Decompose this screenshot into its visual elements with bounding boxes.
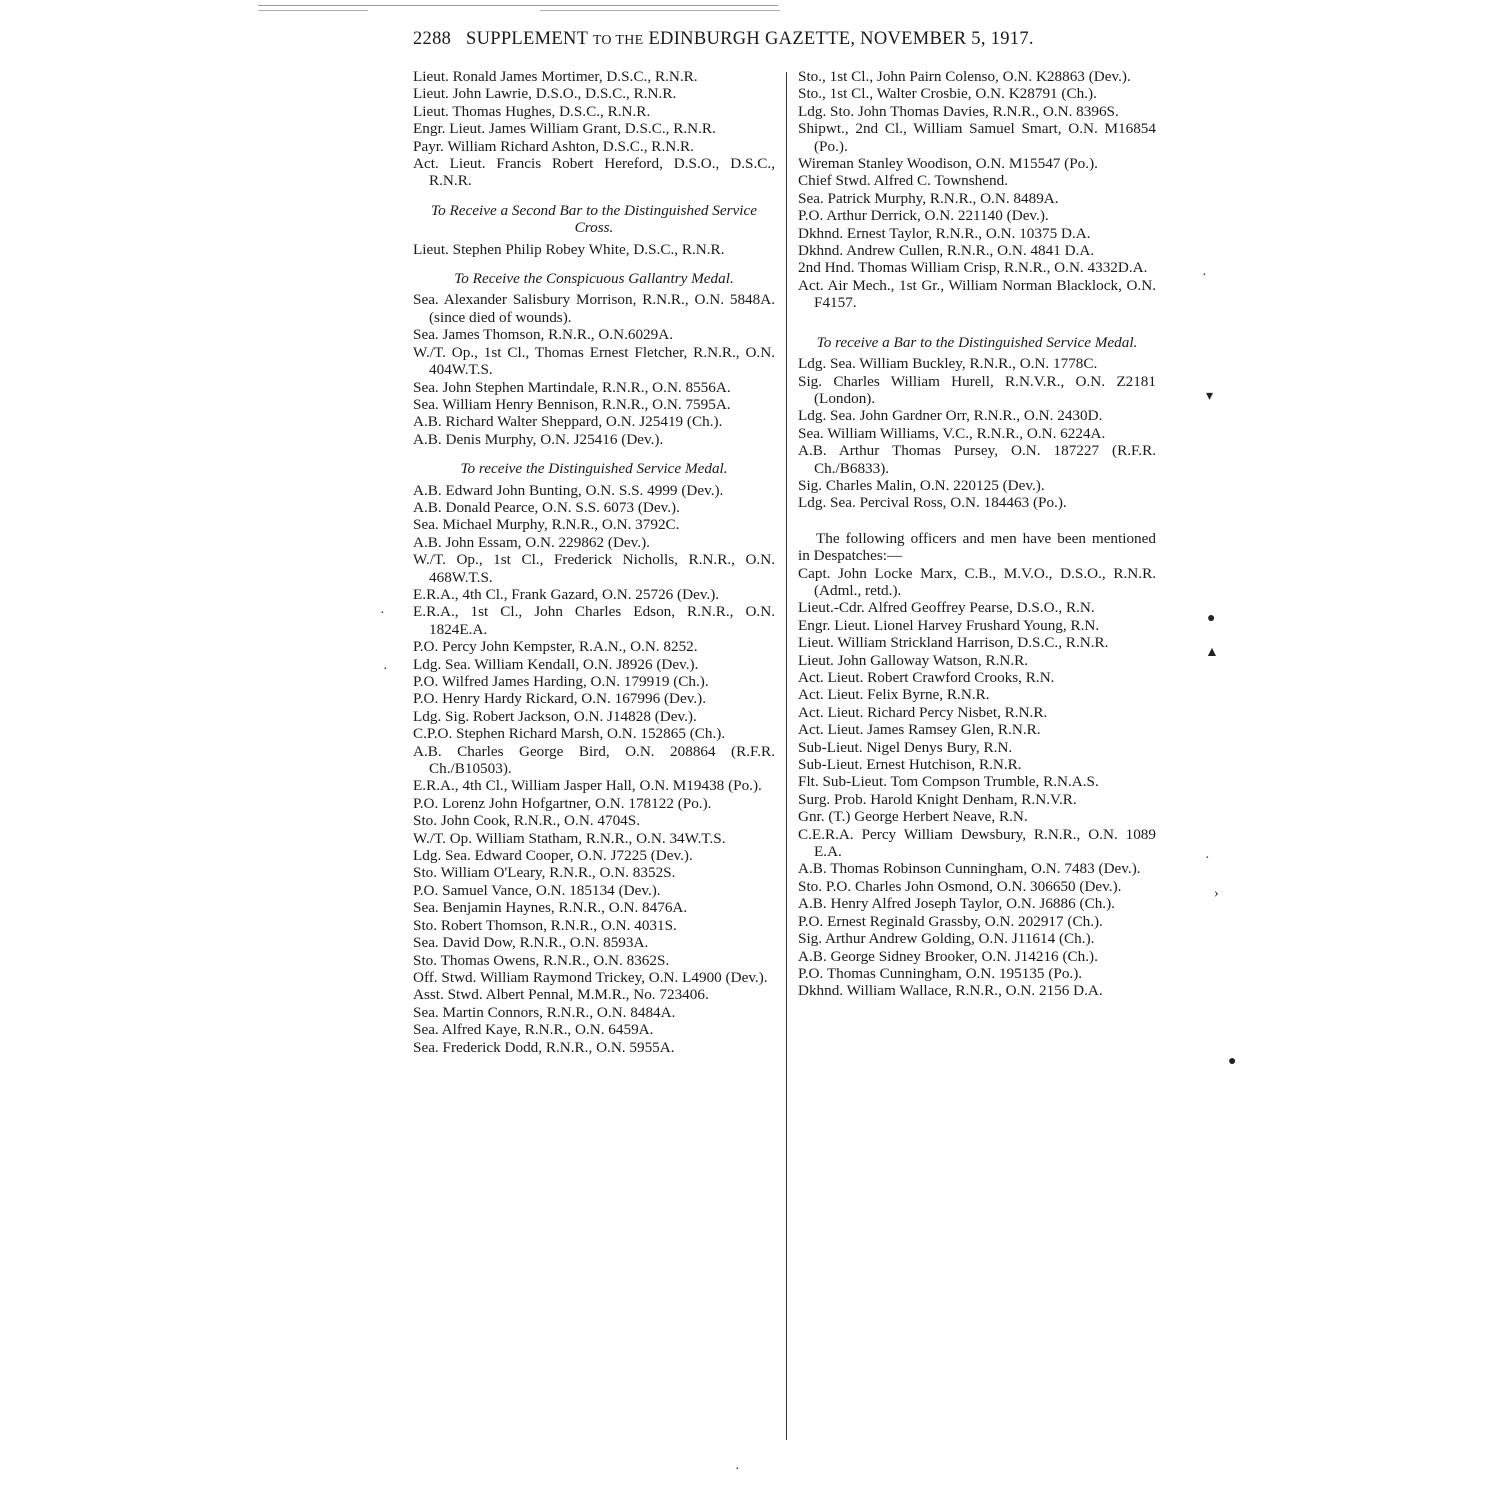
header-title-to-the: TO THE — [592, 33, 644, 48]
list-item: Sea. William Henry Bennison, R.N.R., O.N. 7595A. — [413, 395, 731, 413]
list-item: Act. Air Mech., 1st Gr., William Norman Blacklock, O.N. F4157. — [798, 276, 1156, 312]
list-item: Engr. Lieut. Lionel Harvey Frushard Young, R.N. — [798, 616, 1100, 634]
header-title-post: EDINBURGH GAZETTE, NOVEMBER 5, 1917. — [648, 29, 1034, 49]
list-item: Ldg. Sea. Edward Cooper, O.N. J7225 (Dev.). — [413, 847, 693, 865]
list-item: P.O. Lorenz John Hofgartner, O.N. 178122 (Po.). — [413, 794, 712, 812]
list-item: Act. Lieut. Robert Crawford Crooks, R.N. — [798, 669, 1055, 686]
list-item: Sea. Martin Connors, R.N.R., O.N. 8484A. — [413, 1003, 676, 1021]
list-item: Act. Lieut. James Ramsey Glen, R.N.R. — [798, 721, 1041, 739]
top-rule-short — [258, 10, 368, 11]
list-item: Sub-Lieut. Nigel Denys Bury, R.N. — [798, 738, 1013, 756]
list-item: Sea. Alfred Kaye, R.N.R., O.N. 6459A. — [413, 1021, 654, 1039]
list-item: Dkhnd. William Wallace, R.N.R., O.N. 2156 D.A. — [798, 982, 1103, 1000]
margin-speck: ▾ — [1206, 389, 1214, 404]
list-item: P.O. Ernest Reginald Grassby, O.N. 202917 (Ch.). — [798, 912, 1103, 930]
list-item: Sea. William Williams, V.C., R.N.R., O.N. 6224A. — [798, 424, 1106, 442]
second-bar-list — [413, 241, 775, 258]
margin-speck: · — [380, 606, 385, 621]
list-item: Sto., 1st Cl., Walter Crosbie, O.N. K28791 (Ch.). — [798, 85, 1097, 103]
list-item: Sea. Benjamin Haynes, R.N.R., O.N. 8476A. — [413, 899, 688, 917]
list-item: P.O. Henry Hardy Rickard, O.N. 167996 (Dev.). — [413, 690, 707, 708]
list-item: W./T. Op., 1st Cl., Thomas Ernest Fletcher, R.N.R., O.N. 404W.T.S. — [413, 343, 775, 379]
margin-speck: › — [1214, 886, 1219, 901]
list-item: Gnr. (T.) George Herbert Neave, R.N. — [798, 808, 1028, 826]
list-item: Ldg. Sea. John Gardner Orr, R.N.R., O.N. 2430D. — [798, 407, 1103, 425]
bar-dsm-list — [798, 355, 1156, 512]
list-item: Ldg. Sto. John Thomas Davies, R.N.R., O.N. 8396S. — [798, 102, 1119, 120]
list-item: Ldg. Sea. William Kendall, O.N. J8926 (Dev.). — [413, 655, 699, 673]
list-item: Lieut. John Lawrie, D.S.O., D.S.C., R.N.R. — [413, 85, 677, 103]
list-item: Sto. Thomas Owens, R.N.R., O.N. 8362S. — [413, 951, 670, 969]
list-item: Flt. Sub-Lieut. Tom Compson Trumble, R.N.A.S. — [798, 773, 1099, 791]
list-item: Sea. Michael Murphy, R.N.R., O.N. 3792C. — [413, 516, 680, 534]
list-item: Sea. James Thomson, R.N.R., O.N.6029A. — [413, 326, 674, 344]
despatches-list — [798, 565, 1156, 1000]
list-item: Lieut. William Strickland Harrison, D.S.C., R.N.R. — [798, 634, 1109, 652]
list-item: Lieut. John Galloway Watson, R.N.R. — [798, 651, 1029, 669]
top-rule — [258, 5, 778, 6]
list-item: Act. Lieut. Felix Byrne, R.N.R. — [798, 686, 990, 704]
header-title-pre: SUPPLEMENT — [465, 29, 588, 49]
list-item: Sto. John Cook, R.N.R., O.N. 4704S. — [413, 812, 641, 830]
list-item: P.O. Samuel Vance, O.N. 185134 (Dev.). — [413, 881, 661, 899]
dsc-list — [413, 68, 775, 190]
list-item: Sig. Charles William Hurell, R.N.V.R., O.N. Z2181 (London). — [798, 372, 1156, 407]
list-item: Dkhnd. Ernest Taylor, R.N.R., O.N. 10375 D.A. — [798, 224, 1091, 242]
dsm-heading: To receive the Distinguished Service Medal. — [460, 460, 728, 478]
list-item: Wireman Stanley Woodison, O.N. M15547 (Po.). — [798, 155, 1098, 173]
list-item: Sea. John Stephen Martindale, R.N.R., O.N. 8556A. — [413, 378, 731, 396]
margin-speck: · — [1205, 851, 1210, 866]
top-rule-short — [540, 10, 780, 11]
list-item: P.O. Thomas Cunningham, O.N. 195135 (Po.). — [798, 964, 1083, 982]
list-item: A.B. Denis Murphy, O.N. J25416 (Dev.). — [413, 430, 664, 448]
cgm-list — [413, 291, 775, 448]
list-item: A.B. George Sidney Brooker, O.N. J14216 (Ch.). — [798, 947, 1098, 965]
list-item: Asst. Stwd. Albert Pennal, M.M.R., No. 723406. — [413, 986, 709, 1004]
list-item: Lieut. Thomas Hughes, D.S.C., R.N.R. — [413, 102, 651, 120]
margin-speck: · — [383, 662, 388, 677]
margin-speck: · — [1202, 268, 1207, 283]
cgm-heading: To Receive the Conspicuous Gallantry Medal. — [454, 270, 734, 288]
list-item: Off. Stwd. William Raymond Trickey, O.N. L4900 (Dev.). — [413, 968, 768, 986]
second-bar-heading: To Receive a Second Bar to the Distinguished Service Cross. — [431, 201, 757, 237]
list-item: Sea. Alexander Salisbury Morrison, R.N.R., O.N. 5848A. (since died of wounds). — [413, 291, 775, 326]
list-item: A.B. John Essam, O.N. 229862 (Dev.). — [413, 533, 650, 551]
list-item: P.O. Wilfred James Harding, O.N. 179919 (Ch.). — [413, 673, 709, 690]
despatches-intro: The following officers and men have been mentioned in Despatches:— — [798, 529, 1156, 565]
list-item: Payr. William Richard Ashton, D.S.C., R.N.R. — [413, 137, 694, 155]
list-item: A.B. Edward John Bunting, O.N. S.S. 4999 (Dev.). — [413, 481, 724, 499]
list-item: Lieut.-Cdr. Alfred Geoffrey Pearse, D.S.O., R.N. — [798, 599, 1095, 617]
list-item: Sto. William O'Leary, R.N.R., O.N. 8352S. — [413, 864, 676, 882]
bar-dsm-heading: To receive a Bar to the Distinguished Service Medal. — [816, 333, 1138, 351]
list-item: Lieut. Stephen Philip Robey White, D.S.C., R.N.R. — [413, 240, 725, 258]
list-item: P.O. Arthur Derrick, O.N. 221140 (Dev.). — [798, 207, 1049, 225]
list-item: Sig. Arthur Andrew Golding, O.N. J11614 (Ch.). — [798, 930, 1095, 948]
margin-speck: · — [735, 1462, 740, 1477]
dsm-continued-list — [798, 68, 1156, 312]
list-item: Capt. John Locke Marx, C.B., M.V.O., D.S.O., R.N.R. (Adml., retd.). — [798, 564, 1156, 599]
list-item: Engr. Lieut. James William Grant, D.S.C., R.N.R. — [413, 120, 716, 138]
list-item: Ldg. Sea. Percival Ross, O.N. 184463 (Po.). — [798, 494, 1067, 512]
list-item: A.B. Donald Pearce, O.N. S.S. 6073 (Dev.). — [413, 498, 680, 516]
list-item: Sig. Charles Malin, O.N. 220125 (Dev.). — [798, 476, 1045, 494]
margin-speck: ● — [1207, 611, 1216, 626]
dsm-list — [413, 482, 775, 1056]
list-item: C.P.O. Stephen Richard Marsh, O.N. 152865 (Ch.). — [413, 725, 726, 743]
list-item: Sea. David Dow, R.N.R., O.N. 8593A. — [413, 934, 649, 952]
left-column — [413, 68, 775, 1056]
list-item: Sto. P.O. Charles John Osmond, O.N. 306650 (Dev.). — [798, 877, 1122, 895]
list-item: Sea. Patrick Murphy, R.N.R., O.N. 8489A. — [798, 189, 1059, 207]
list-item: A.B. Arthur Thomas Pursey, O.N. 187227 (R.F.R. Ch./B6833). — [798, 442, 1156, 477]
list-item: A.B. Thomas Robinson Cunningham, O.N. 7483 (Dev.). — [798, 860, 1141, 878]
list-item: Sub-Lieut. Ernest Hutchison, R.N.R. — [798, 756, 1022, 774]
margin-speck: ▲ — [1205, 645, 1219, 660]
right-column — [798, 68, 1156, 1000]
list-item: Lieut. Ronald James Mortimer, D.S.C., R.N.R. — [413, 68, 698, 85]
list-item: Dkhnd. Andrew Cullen, R.N.R., O.N. 4841 D.A. — [798, 242, 1095, 260]
list-item: E.R.A., 1st Cl., John Charles Edson, R.N.R., O.N. 1824E.A. — [413, 603, 775, 638]
list-item: A.B. Richard Walter Sheppard, O.N. J25419 (Ch.). — [413, 413, 723, 431]
list-item: E.R.A., 4th Cl., William Jasper Hall, O.N. M19438 (Po.). — [413, 777, 762, 795]
list-item: Act. Lieut. Richard Percy Nisbet, R.N.R. — [798, 703, 1048, 721]
list-item: 2nd Hnd. Thomas William Crisp, R.N.R., O.N. 4332D.A. — [798, 259, 1148, 277]
list-item: Sto., 1st Cl., John Pairn Colenso, O.N. K28863 (Dev.). — [798, 68, 1131, 85]
margin-speck: ● — [1228, 1054, 1237, 1069]
list-item: Surg. Prob. Harold Knight Denham, R.N.V.R. — [798, 790, 1077, 808]
list-item: A.B. Charles George Bird, O.N. 208864 (R.F.R. Ch./B10503). — [413, 742, 775, 778]
list-item: Ldg. Sig. Robert Jackson, O.N. J14828 (Dev.). — [413, 707, 697, 725]
list-item: Sto. Robert Thomson, R.N.R., O.N. 4031S. — [413, 916, 677, 934]
column-divider — [786, 72, 787, 1440]
page-number: 2288 — [413, 29, 452, 49]
list-item: W./T. Op. William Statham, R.N.R., O.N. 34W.T.S. — [413, 829, 726, 847]
list-item: A.B. Henry Alfred Joseph Taylor, O.N. J6886 (Ch.). — [798, 895, 1115, 913]
list-item: Shipwt., 2nd Cl., William Samuel Smart, O.N. M16854 (Po.). — [798, 120, 1156, 155]
list-item: W./T. Op., 1st Cl., Frederick Nicholls, R.N.R., O.N. 468W.T.S. — [413, 551, 775, 586]
list-item: C.E.R.A. Percy William Dewsbury, R.N.R., O.N. 1089 E.A. — [798, 825, 1156, 861]
list-item: E.R.A., 4th Cl., Frank Gazard, O.N. 25726 (Dev.). — [413, 585, 720, 603]
list-item: Ldg. Sea. William Buckley, R.N.R., O.N. 1778C. — [798, 355, 1098, 373]
list-item: P.O. Percy John Kempster, R.A.N., O.N. 8252. — [413, 638, 698, 656]
list-item: Act. Lieut. Francis Robert Hereford, D.S.O., D.S.C., R.N.R. — [413, 155, 775, 190]
page-header — [413, 29, 1034, 50]
list-item: Sea. Frederick Dodd, R.N.R., O.N. 5955A. — [413, 1038, 675, 1056]
list-item: Chief Stwd. Alfred C. Townshend. — [798, 172, 1009, 190]
